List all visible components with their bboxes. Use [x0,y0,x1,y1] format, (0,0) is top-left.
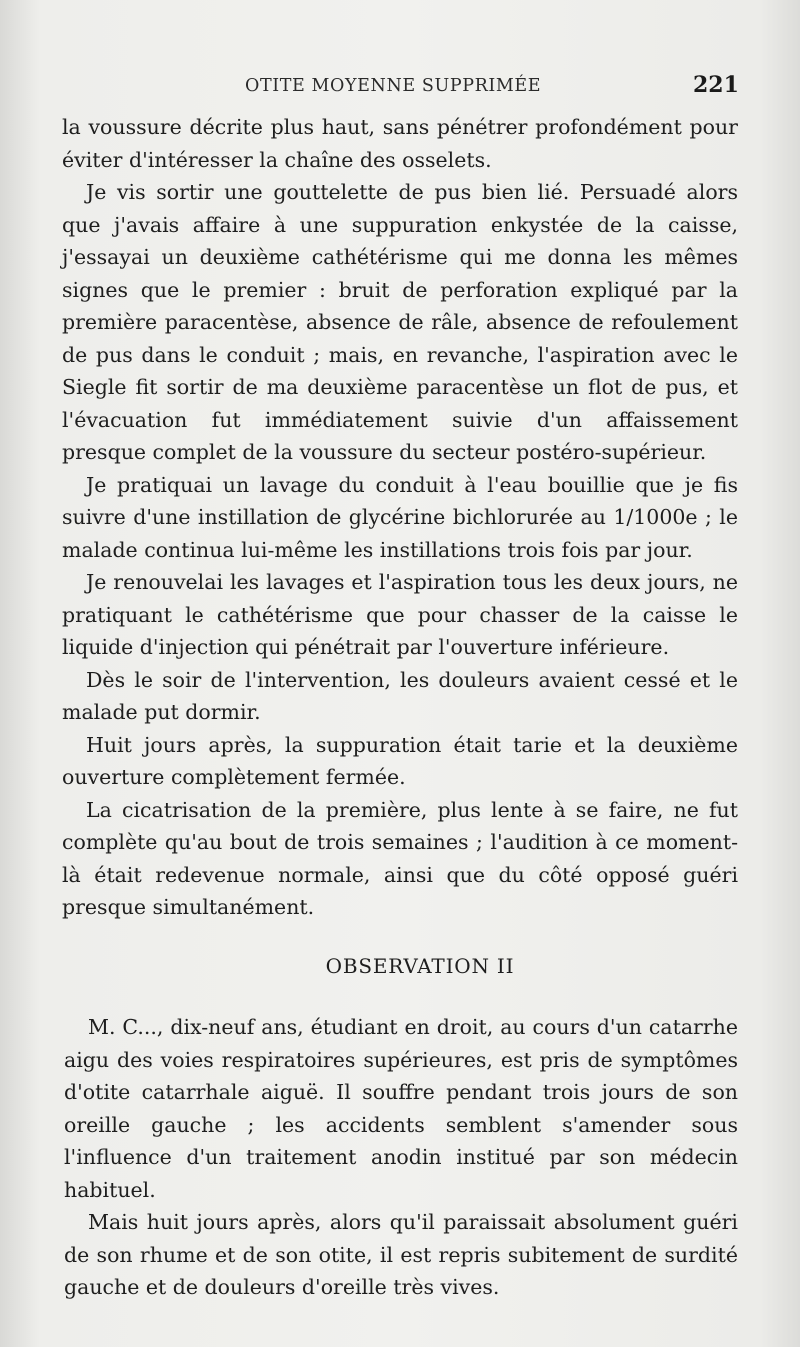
paragraph: Mais huit jours après, alors qu'il paraissait absolument guéri de son rhume et de son otite, il est repris subitement de surdité gauche et de douleurs d'oreille très vives. [64,1210,738,1299]
section-heading: OBSERVATION II [325,954,515,978]
paragraph: Je pratiquai un lavage du conduit à l'eau bouillie que je fis suivre d'une instillation de glycérine bichlorurée au 1/1000e ; le malade continua lui-même les instillations trois fois par jour. [62,472,738,562]
running-head [0,70,800,104]
body-text [62,111,738,924]
paragraph: Je renouvelai les lavages et l'aspiration tous les deux jours, ne pratiquant le cathétérisme que pour chasser de la caisse le liquide d'injection qui pénétrait par l'ouverture inférieure. [62,570,738,659]
paragraph-continued: la voussure décrite plus haut, sans pénétrer profondément pour éviter d'intéresser la chaîne des osselets. [62,115,738,172]
running-title: OTITE MOYENNE SUPPRIMÉE [245,76,542,96]
paragraph: M. C..., dix-neuf ans, étudiant en droit, au cours d'un catarrhe aigu des voies respiratoires supérieures, est pris de symptômes d'otite catarrhale aiguë. Il souffre pendant trois jours de son oreille gauche ; les accidents semblent s'amender sous l'influence d'un traitement anodin institué par son médecin habituel. [64,1015,738,1202]
page-number: 221 [693,72,739,98]
paragraph: Je vis sortir une gouttelette de pus bien lié. Persuadé alors que j'avais affaire à une suppuration enkystée de la caisse, j'essayai un deuxième cathétérisme qui me donna les mêmes signes que le premier : bruit de perforation expliqué par la première paracentèse, absence de râle, absence de refoulement de pus dans le conduit ; mais, en revanche, l'aspiration avec le Siegle fit sortir de ma deuxième paracentèse un flot de pus, et l'évacuation fut immédiatement suivie d'un affaissement presque complet de la voussure du secteur postéro-supérieur. [62,180,738,464]
paragraph: Dès le soir de l'intervention, les douleurs avaient cessé et le malade put dormir. [62,667,738,724]
paragraph: Huit jours après, la suppuration était tarie et la deuxième ouverture complètement fermée. [62,732,738,789]
observation-text [64,1011,738,1304]
paragraph: La cicatrisation de la première, plus lente à se faire, ne fut complète qu'au bout de trois semaines ; l'audition à ce moment-là était redevenue normale, ainsi que du côté opposé guéri presque simultanément. [62,797,738,919]
